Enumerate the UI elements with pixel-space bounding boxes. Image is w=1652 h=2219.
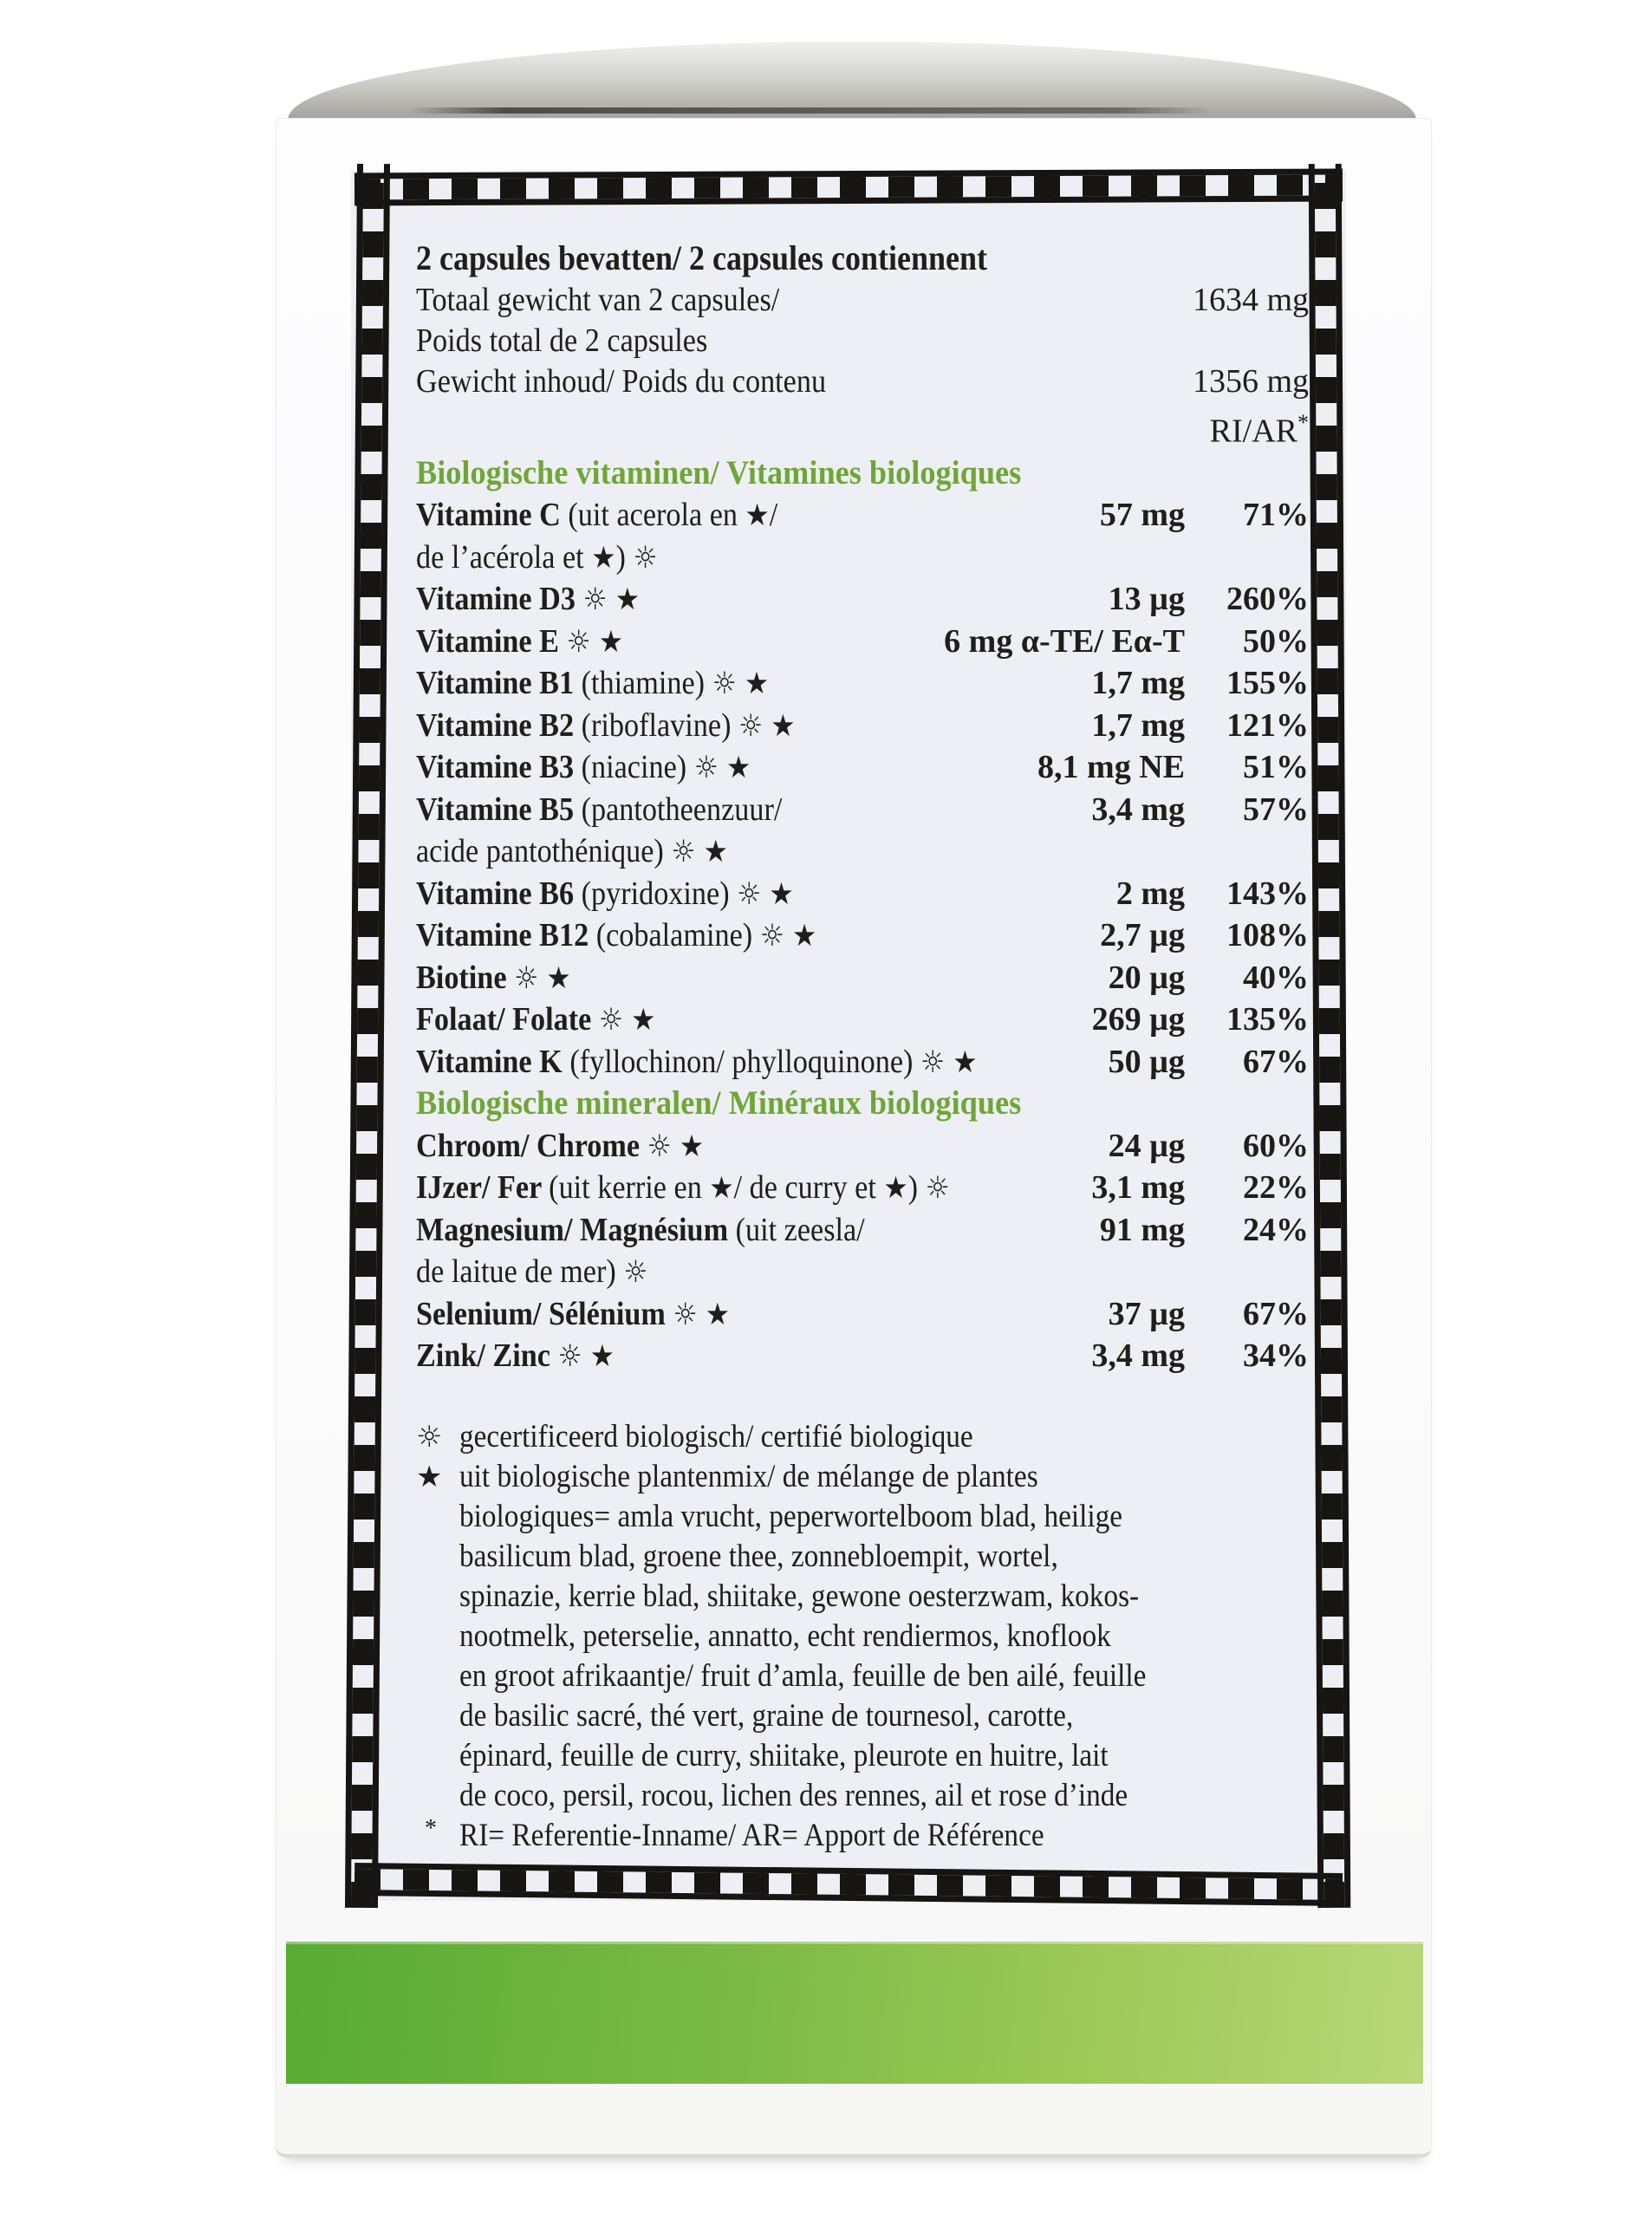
nutrient-row	[416, 1293, 1309, 1336]
label-text: de laitue de mer)	[416, 1253, 624, 1291]
nutrient-row	[416, 1125, 1309, 1168]
ri-ar-column-header: RI/AR*	[1209, 410, 1309, 450]
nutrient-row	[416, 1251, 1309, 1293]
footnote-line: en groot afrikaantje/ fruit d’amla, feuille de ben ailé, feuille	[459, 1657, 1147, 1694]
nutrient-label	[416, 1335, 1024, 1378]
hand-drawn-border-bottom	[354, 1863, 1343, 1906]
nutrient-label	[416, 957, 1039, 1000]
organic-symbol: ☼	[557, 1339, 582, 1375]
amount-value: 2,7 µg	[1100, 917, 1185, 954]
label-text: / de curry et	[733, 1169, 884, 1207]
ri-percent-value: 50%	[1243, 622, 1309, 660]
organic-symbol: ☼	[920, 1044, 946, 1080]
nutrient-label	[416, 873, 1046, 916]
label-text: Biotine	[416, 959, 515, 996]
organic-symbol: ★	[709, 1171, 734, 1207]
organic-symbol: ★	[703, 835, 728, 870]
nutrient-label	[416, 789, 1024, 831]
label-text: Chroom/ Chrome	[416, 1127, 647, 1164]
amount-value: 1,7 mg	[1091, 706, 1185, 744]
box-top-flap-seam	[407, 107, 1213, 114]
nutrient-row	[416, 537, 1309, 579]
label-text: Zink/ Zinc	[416, 1337, 558, 1375]
label-text: Vitamine E	[416, 622, 567, 660]
panel-title-text: 2 capsules bevatten/ 2 capsules contiennent	[416, 238, 988, 277]
organic-symbol: ★	[589, 1339, 615, 1375]
amount-value: 1,7 mg	[1091, 665, 1185, 702]
organic-symbol: ☼	[759, 919, 784, 954]
label-text: (uit kerrie en	[549, 1169, 710, 1207]
label-text: Vitamine B3	[416, 749, 582, 786]
label-text: Vitamine C	[416, 497, 569, 534]
ri-percent-value: 34%	[1243, 1337, 1309, 1375]
footnote-line: gecertificeerd biologisch/ certifié biologique	[459, 1418, 973, 1454]
footnote-marker: *	[425, 1814, 437, 1842]
footnote-line: RI= Referentie-Inname/ AR= Apport de Référence	[459, 1817, 1044, 1853]
ri-percent-value: 24%	[1243, 1211, 1309, 1248]
label-text: Selenium/ Sélénium	[416, 1295, 673, 1332]
amount-value: 8,1 mg NE	[1037, 749, 1185, 786]
nutrient-label	[416, 705, 1024, 748]
label-text: (uit zeesla/	[735, 1211, 865, 1248]
footnote	[416, 1417, 1309, 1457]
organic-symbol: ★	[953, 1044, 978, 1080]
footnote-line: de basilic sacré, thé vert, graine de tournesol, carotte,	[459, 1697, 1074, 1734]
nutrient-label	[416, 914, 1031, 958]
organic-symbol: ☼	[566, 624, 591, 660]
panel-content	[416, 237, 1309, 1856]
nutrient-row	[416, 494, 1309, 537]
section-heading: Biologische vitaminen/ Vitamines biologiques	[416, 453, 1022, 491]
weight-row-total-fr	[416, 321, 1309, 361]
nutrient-label	[416, 1209, 1031, 1252]
weight-row-value: 1634 mg	[1192, 282, 1309, 318]
nutrient-row	[416, 789, 1309, 831]
amount-value: 3,1 mg	[1091, 1169, 1185, 1207]
nutrient-row	[416, 1167, 1309, 1209]
organic-symbol: ☼	[647, 1129, 672, 1164]
organic-symbol: ★	[791, 919, 817, 954]
label-text: Vitamine B1	[416, 665, 582, 702]
organic-symbol: ☼	[582, 582, 608, 618]
organic-symbol: ★	[598, 624, 624, 660]
nutrient-label	[416, 1041, 1039, 1084]
nutrient-row	[416, 957, 1309, 999]
ri-percent-value: 40%	[1243, 959, 1309, 996]
nutrient-row	[416, 873, 1309, 915]
organic-symbol: ☼	[598, 1003, 624, 1038]
weight-row-label: Gewicht inhoud/ Poids du contenu	[416, 363, 827, 400]
amount-value: 3,4 mg	[1091, 791, 1185, 828]
amount-value: 91 mg	[1099, 1211, 1185, 1248]
organic-symbol: ☼	[738, 708, 764, 744]
footnote-marker: ☼	[416, 1419, 443, 1454]
footnote-line: nootmelk, peterselie, annatto, echt rendiermos, knoflook	[459, 1617, 1111, 1654]
label-text: Vitamine D3	[416, 581, 583, 618]
organic-symbol: ☼	[925, 1171, 950, 1207]
organic-symbol: ★	[769, 876, 794, 912]
footnotes	[416, 1417, 1309, 1856]
nutrient-label	[416, 830, 1108, 874]
amount-value: 50 µg	[1108, 1043, 1185, 1080]
nutrient-label	[416, 537, 1108, 580]
footnote	[416, 1816, 1309, 1856]
organic-symbol: ☼	[623, 1255, 648, 1291]
footnote-line: basilicum blad, groene thee, zonnebloempit, wortel,	[459, 1538, 1058, 1574]
nutrient-row	[416, 999, 1309, 1041]
organic-symbol: ☼	[693, 751, 719, 786]
organic-symbol: ★	[744, 667, 770, 702]
nutrient-row	[416, 914, 1309, 957]
organic-symbol: ★	[615, 582, 641, 618]
hand-drawn-border-right	[1309, 164, 1351, 1908]
ri-percent-value: 108%	[1226, 917, 1309, 954]
label-text: /	[769, 497, 778, 534]
organic-symbol: ☼	[673, 1297, 698, 1332]
nutrient-label	[416, 1125, 1039, 1168]
ri-percent-value: 121%	[1226, 706, 1309, 744]
nutrient-row	[416, 662, 1309, 705]
ri-percent-value: 67%	[1243, 1295, 1309, 1332]
label-text: de l’acérola et	[416, 538, 592, 576]
footnote-line: uit biologische plantenmix/ de mélange de plantes	[459, 1458, 1038, 1494]
label-text: (riboflavine)	[581, 706, 739, 744]
label-text: )	[615, 538, 634, 576]
section-heading: Biologische mineralen/ Minéraux biologiques	[416, 1084, 1022, 1123]
nutrient-label	[416, 1251, 1108, 1294]
nutrient-row	[416, 705, 1309, 747]
ri-percent-value: 71%	[1243, 497, 1309, 534]
hand-drawn-border-left	[345, 164, 390, 1908]
footnote-line: spinazie, kerrie blad, shiitake, gewone oesterzwam, kokos-	[459, 1578, 1140, 1614]
weight-row-content	[416, 361, 1309, 402]
label-text: (pyridoxine)	[581, 875, 738, 912]
nutrient-label	[416, 746, 975, 790]
ri-percent-value: 60%	[1243, 1127, 1309, 1164]
amount-value: 20 µg	[1108, 959, 1185, 996]
organic-symbol: ★	[546, 960, 571, 996]
supplement-facts-panel	[351, 171, 1346, 1901]
weight-row-label: Poids total de 2 capsules	[416, 322, 708, 359]
organic-symbol: ★	[679, 1129, 705, 1164]
green-band	[286, 1942, 1423, 2084]
label-text: Vitamine B5	[416, 791, 582, 828]
ri-percent-value: 22%	[1243, 1169, 1309, 1207]
ri-percent-value: 57%	[1243, 791, 1309, 828]
nutrient-label	[416, 662, 1024, 706]
nutrient-row	[416, 1041, 1309, 1083]
organic-symbol: ☼	[633, 540, 658, 576]
label-text: IJzer/ Fer	[416, 1169, 550, 1207]
nutrient-label	[416, 999, 1024, 1042]
ri-percent-value: 51%	[1243, 749, 1309, 786]
amount-value: 2 mg	[1115, 875, 1185, 912]
organic-symbol: ☼	[671, 835, 696, 870]
ri-percent-value: 135%	[1226, 1001, 1309, 1038]
footnote-line: de coco, persil, rocou, lichen des rennes, ail et rose d’inde	[459, 1777, 1128, 1813]
footnote-marker: ★	[416, 1459, 443, 1494]
label-text: (thiamine)	[581, 665, 712, 702]
weight-row-total	[416, 280, 1309, 321]
label-text: Vitamine B12	[416, 917, 596, 954]
nutrient-label	[416, 1293, 1039, 1337]
organic-symbol: ★	[771, 708, 796, 744]
organic-symbol: ★	[591, 540, 616, 576]
ri-ar-asterisk: *	[1298, 410, 1309, 435]
nutrient-label	[416, 621, 891, 664]
amount-value: 13 µg	[1108, 581, 1185, 618]
organic-symbol: ★	[745, 498, 770, 534]
amount-value: 269 µg	[1091, 1001, 1185, 1038]
panel-title	[416, 237, 1309, 280]
ri-percent-value: 67%	[1243, 1043, 1309, 1080]
organic-symbol: ☼	[712, 667, 737, 702]
nutrient-label	[416, 1167, 1024, 1210]
organic-symbol: ★	[631, 1003, 656, 1038]
label-text: (pantotheenzuur/	[581, 791, 783, 828]
ri-percent-value: 143%	[1226, 875, 1309, 912]
label-text: Folaat/ Folate	[416, 1001, 599, 1038]
nutrient-row	[416, 830, 1309, 873]
label-text: (cobalamine)	[595, 917, 760, 954]
label-text: Magnesium/ Magnésium	[416, 1211, 736, 1248]
label-text: (fyllochinon/ phylloquinone)	[569, 1043, 920, 1080]
label-text: Vitamine B2	[416, 706, 582, 744]
nutrient-row	[416, 621, 1309, 663]
label-text: )	[907, 1169, 926, 1207]
organic-symbol: ★	[883, 1171, 908, 1207]
weight-row-label: Totaal gewicht van 2 capsules/	[416, 282, 780, 318]
nutrient-row	[416, 1209, 1309, 1252]
label-text: (uit acerola en	[568, 497, 745, 534]
nutrient-row	[416, 746, 1309, 789]
nutrient-row	[416, 1335, 1309, 1377]
nutrient-label	[416, 494, 1031, 537]
amount-value: 6 mg α-TE/ Eα-T	[944, 622, 1185, 660]
amount-value: 37 µg	[1108, 1295, 1185, 1332]
label-text: Vitamine K	[416, 1043, 570, 1080]
nutrient-label	[416, 578, 1039, 621]
amount-value: 24 µg	[1108, 1127, 1185, 1164]
ri-percent-value: 260%	[1226, 581, 1309, 618]
ri-percent-value: 155%	[1226, 665, 1309, 702]
footnote-line: biologiques= amla vrucht, peperwortelboom blad, heilige	[459, 1498, 1123, 1534]
footnote-line: épinard, feuille de curry, shiitake, pleurote en huitre, lait	[459, 1737, 1109, 1773]
label-text: (niacine)	[581, 749, 694, 786]
amount-value: 3,4 mg	[1091, 1337, 1185, 1375]
weight-row-value: 1356 mg	[1192, 363, 1309, 400]
amount-value: 57 mg	[1099, 497, 1185, 534]
nutrient-table	[416, 452, 1309, 1377]
organic-symbol: ★	[705, 1297, 730, 1332]
organic-symbol: ★	[725, 751, 751, 786]
label-text: acide pantothénique)	[416, 833, 672, 870]
organic-symbol: ☼	[514, 960, 539, 996]
footnote	[416, 1457, 1309, 1816]
organic-symbol: ☼	[737, 876, 762, 912]
nutrient-row	[416, 578, 1309, 621]
hand-drawn-border-top	[354, 169, 1343, 206]
label-text: Vitamine B6	[416, 875, 582, 912]
